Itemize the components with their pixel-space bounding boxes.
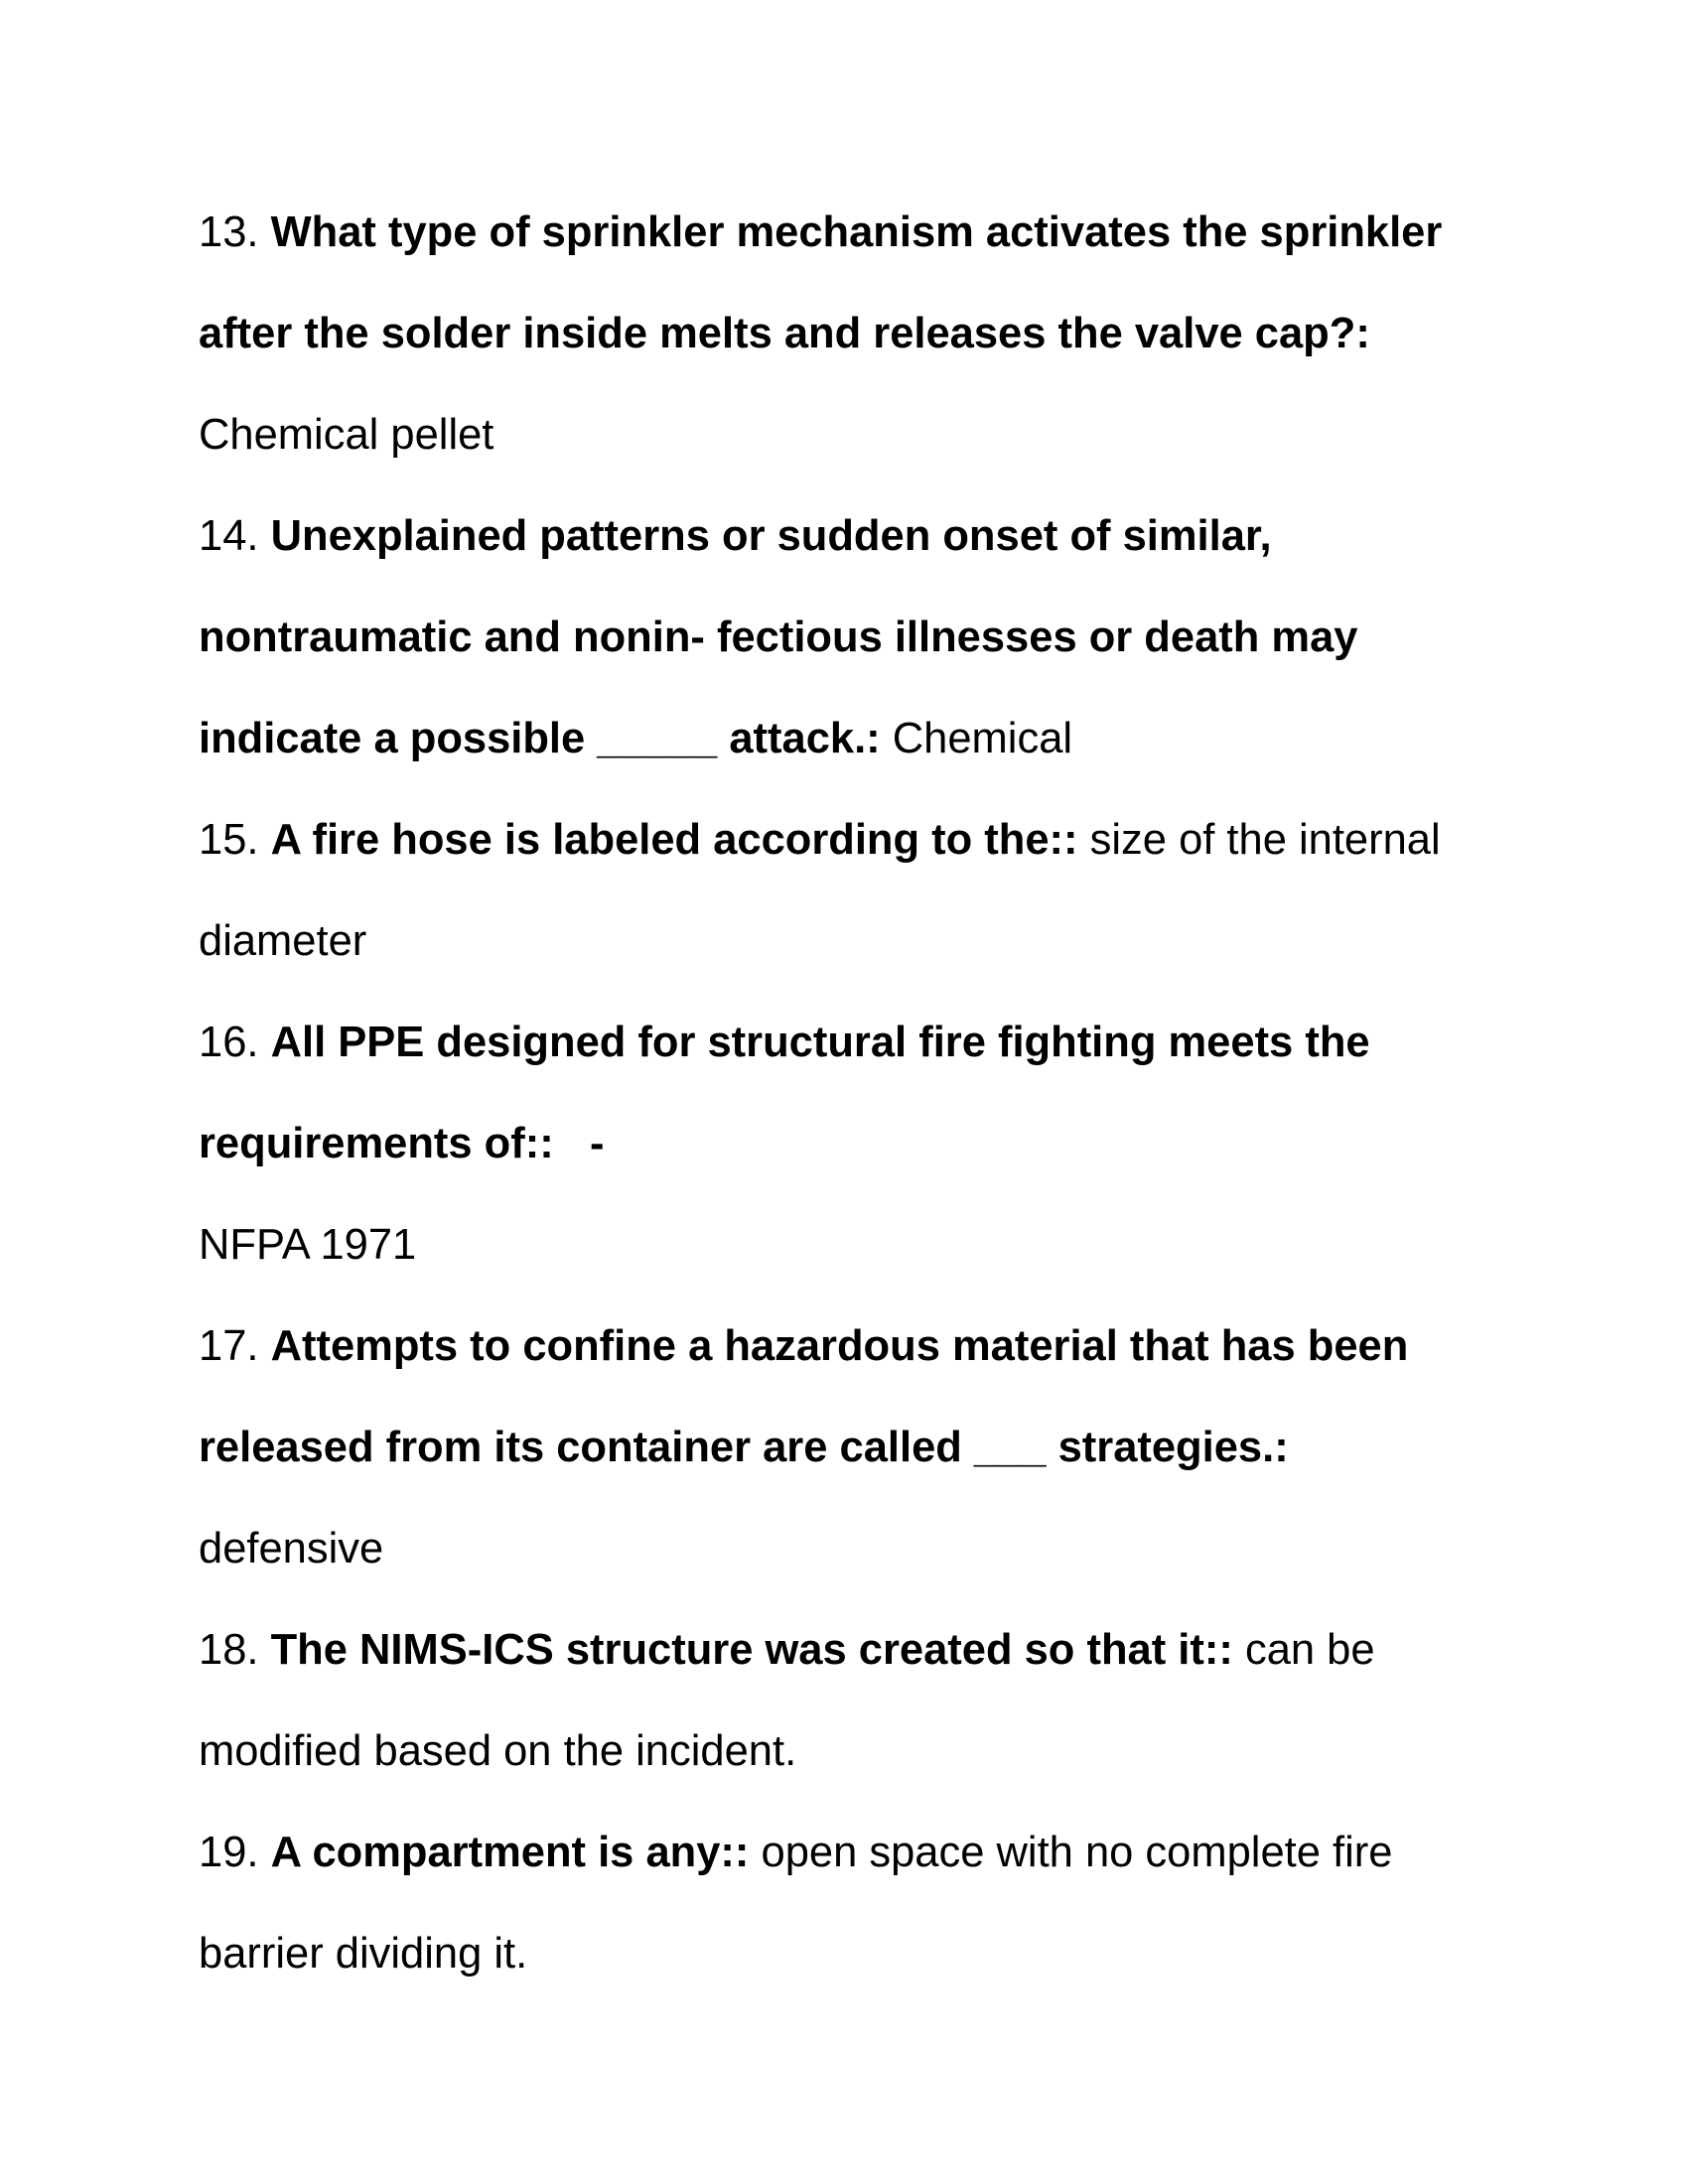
item-number: 15. xyxy=(199,816,259,864)
answer-text: defensive xyxy=(199,1525,384,1572)
qa-item-15 xyxy=(199,789,1509,992)
answer-text: Chemical xyxy=(892,715,1073,762)
qa-item-17 xyxy=(199,1296,1509,1599)
question-text: Unexplained patterns or sudden onset of similar, nontraumatic and nonin- fectious illnesses or death may indicate a possible _____ attack.: xyxy=(199,512,1358,762)
item-number: 16. xyxy=(199,1019,259,1066)
answer-text: Chemical pellet xyxy=(199,411,494,459)
answer-text: open space with no complete fire barrier dividing it. xyxy=(199,1829,1393,1978)
qa-item-14 xyxy=(199,485,1509,789)
question-text: A compartment is any:: xyxy=(270,1829,750,1876)
item-number: 17. xyxy=(199,1322,259,1370)
flashcard-list xyxy=(199,182,1509,2004)
item-number: 13. xyxy=(199,208,259,256)
answer-text: size of the internal diameter xyxy=(199,816,1441,965)
item-number: 19. xyxy=(199,1829,259,1876)
item-number: 14. xyxy=(199,512,259,560)
question-text: What type of sprinkler mechanism activates the sprinkler after the solder inside melts and releases the valve cap?: xyxy=(199,208,1443,357)
question-text: All PPE designed for structural fire fighting meets the requirements of:: - xyxy=(199,1019,1382,1167)
qa-item-18 xyxy=(199,1599,1509,1802)
question-text: The NIMS-ICS structure was created so that it:: xyxy=(270,1626,1233,1674)
question-text: A fire hose is labeled according to the:: xyxy=(270,816,1078,864)
answer-text: can be modified based on the incident. xyxy=(199,1626,1375,1775)
qa-item-13 xyxy=(199,182,1509,485)
qa-item-19 xyxy=(199,1802,1509,2004)
question-text: Attempts to confine a hazardous material that has been released from its container are called ___ strategies.: xyxy=(199,1322,1409,1471)
item-number: 18. xyxy=(199,1626,259,1674)
answer-text: NFPA 1971 xyxy=(199,1221,417,1269)
qa-item-16 xyxy=(199,992,1509,1296)
